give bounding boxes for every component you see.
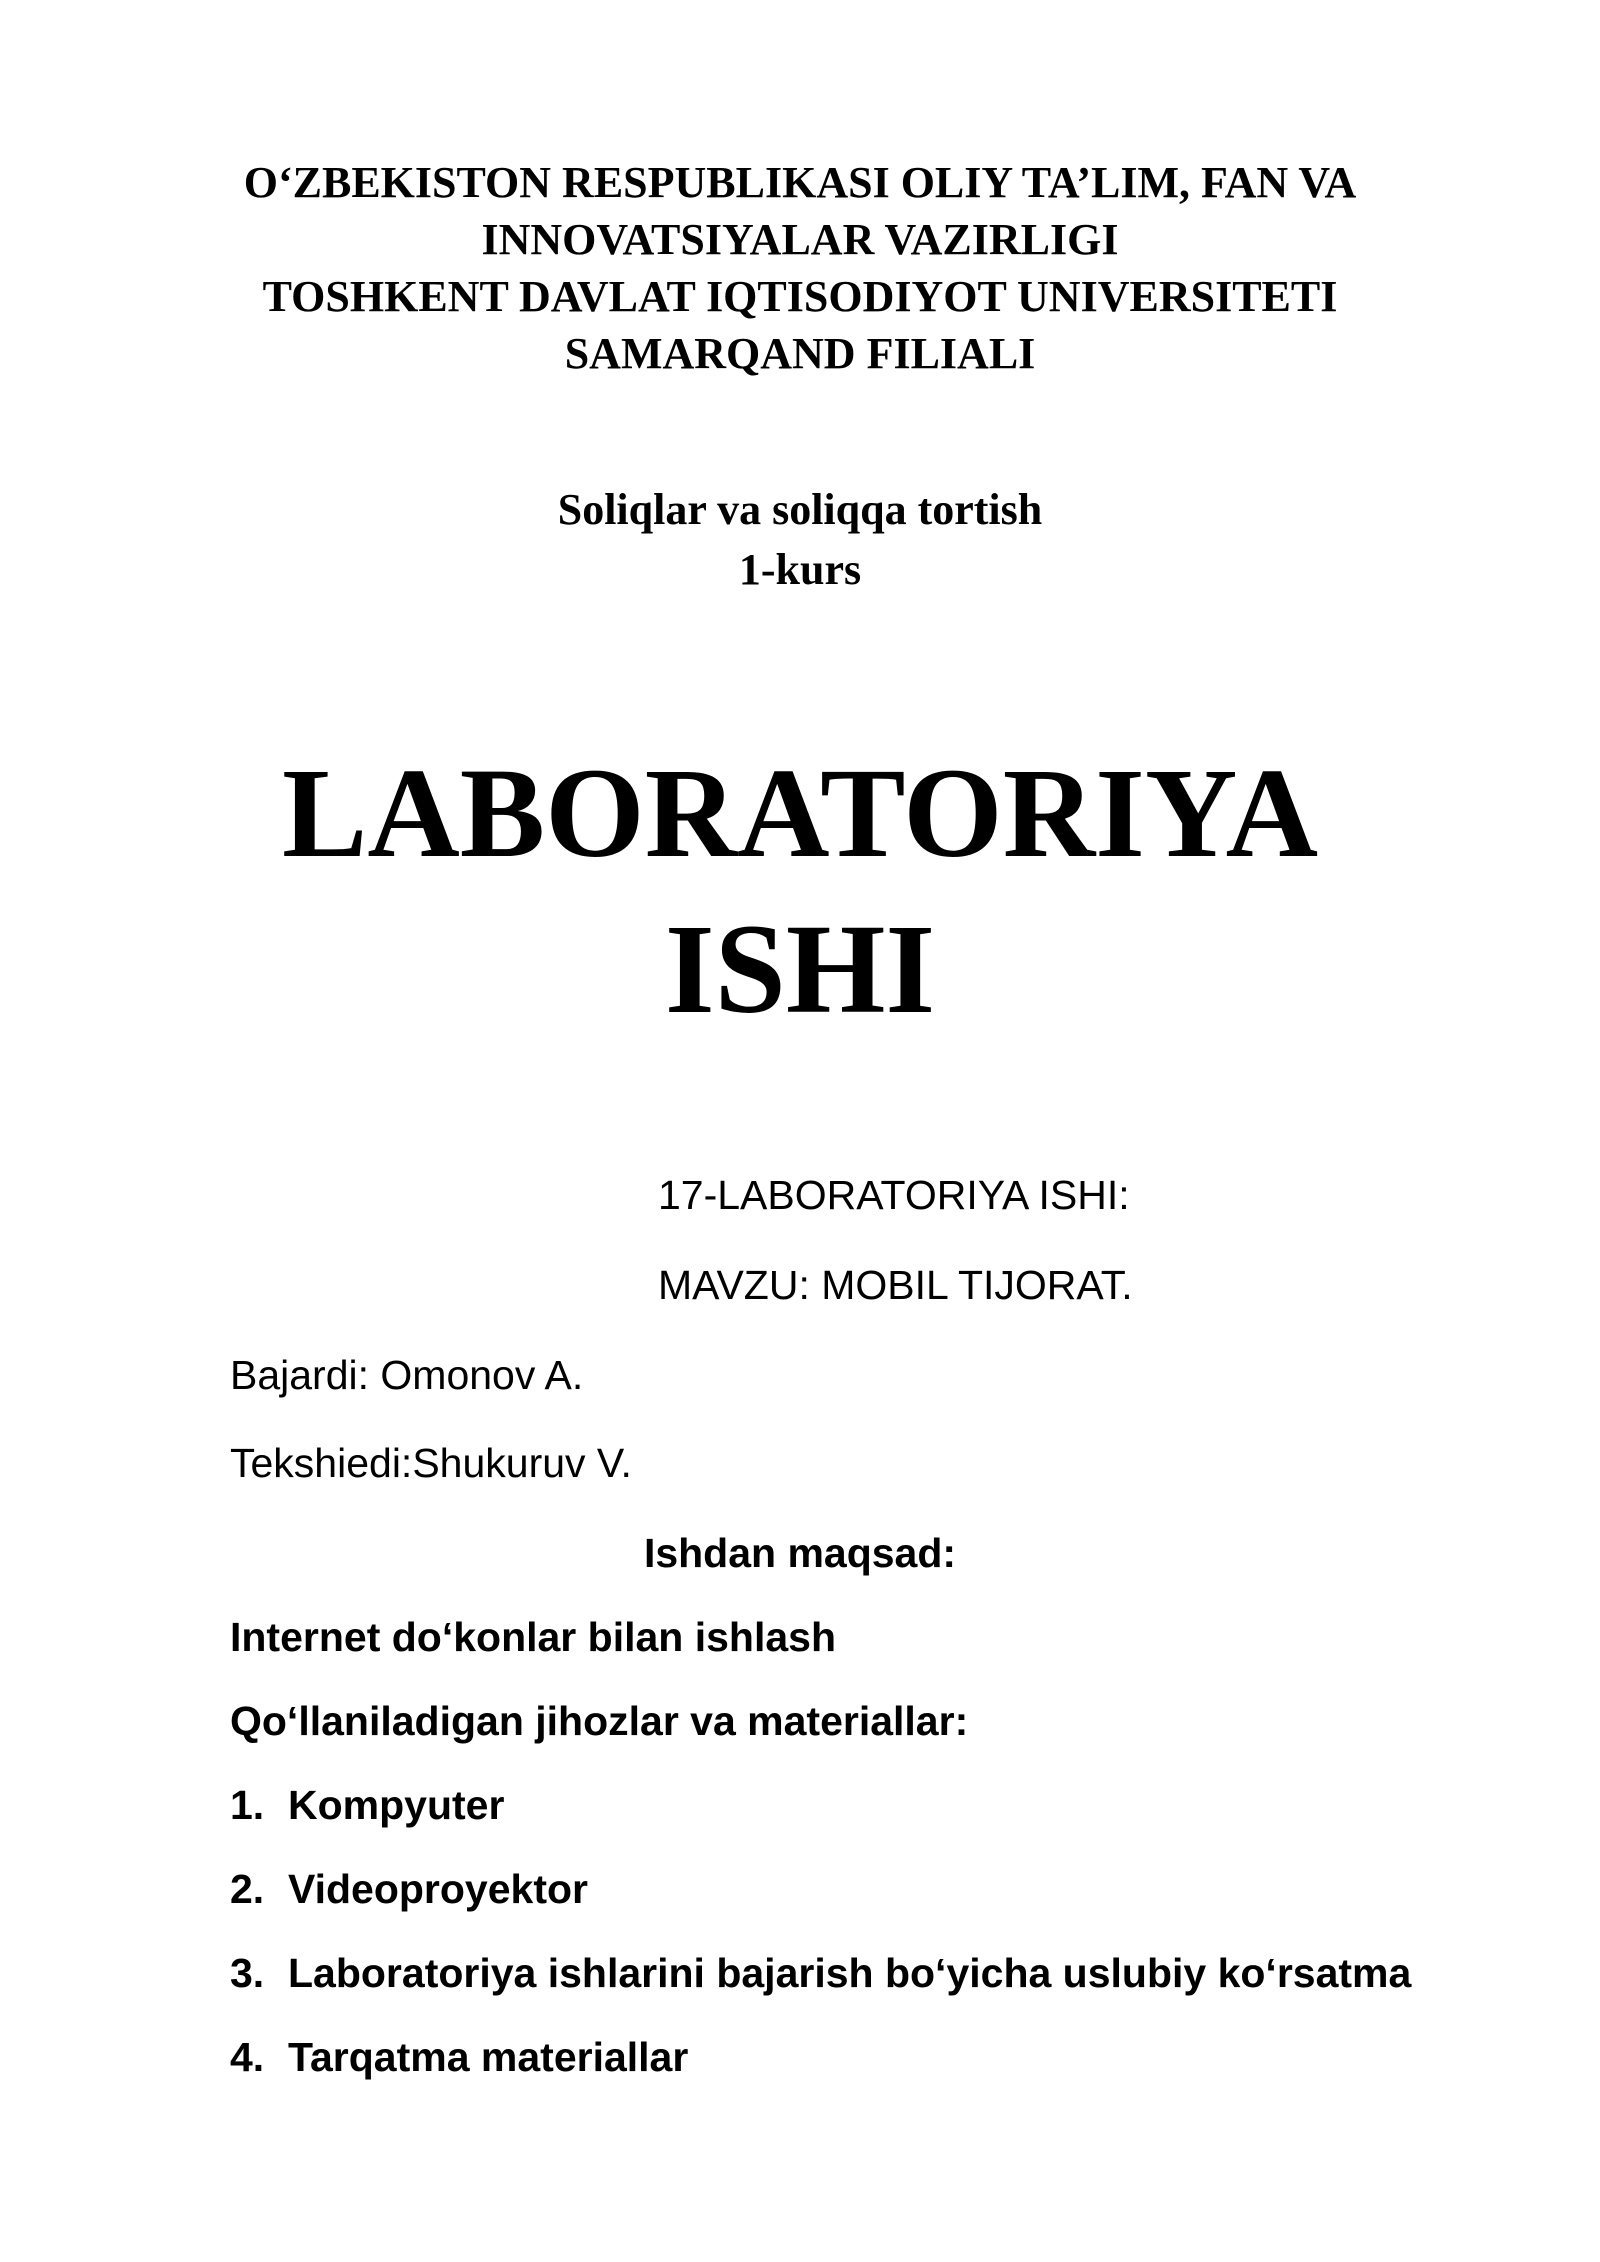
list-item	[230, 1782, 1411, 1866]
document-title	[0, 735, 1600, 1047]
list-item	[230, 2034, 1411, 2118]
institution-header	[0, 154, 1600, 382]
done-by: Bajardi: Omonov A.	[230, 1352, 584, 1398]
header-line-university: TOSHKENT DAVLAT IQTISODIYOT UNIVERSITETI	[262, 272, 1338, 321]
checked-by: Tekshiedi:Shukuruv V.	[230, 1440, 632, 1486]
header-line-ministry-1: O‘ZBEKISTON RESPUBLIKASI OLIY TA’LIM, FAN VA	[243, 158, 1357, 207]
title-line-2: ISHI	[664, 898, 936, 1040]
list-item-number: 2.	[230, 1866, 265, 1912]
goal-heading: Ishdan maqsad:	[643, 1530, 957, 1576]
list-item	[230, 1866, 1411, 1950]
lab-topic: MAVZU: MOBIL TIJORAT.	[658, 1262, 1133, 1308]
header-line-ministry-2: INNOVATSIYALAR VAZIRLIGI	[481, 215, 1119, 264]
list-item-label: Videoproyektor	[288, 1866, 588, 1912]
course-label: 1-kurs	[738, 545, 862, 594]
list-item-number: 1.	[230, 1782, 265, 1828]
list-item-label: Tarqatma materiallar	[288, 2034, 689, 2080]
subject-name: Soliqlar va soliqqa tortish	[557, 485, 1043, 534]
equipment-heading: Qo‘llaniladigan jihozlar va materiallar:	[230, 1698, 969, 1744]
list-item-number: 4.	[230, 2034, 265, 2080]
list-item-number: 3.	[230, 1950, 265, 1996]
list-item-label: Kompyuter	[288, 1782, 505, 1828]
title-line-1: LABORATORIYA	[281, 742, 1319, 884]
header-line-branch: SAMARQAND FILIALI	[564, 329, 1036, 378]
subject-block	[0, 480, 1600, 600]
lab-number: 17-LABORATORIYA ISHI:	[658, 1172, 1130, 1218]
list-item-label: Laboratoriya ishlarini bajarish bo‘yicha uslubiy ko‘rsatma	[288, 1950, 1412, 1996]
equipment-list	[230, 1782, 1411, 2118]
goal-text: Internet do‘konlar bilan ishlash	[230, 1614, 836, 1660]
list-item	[230, 1950, 1411, 2034]
